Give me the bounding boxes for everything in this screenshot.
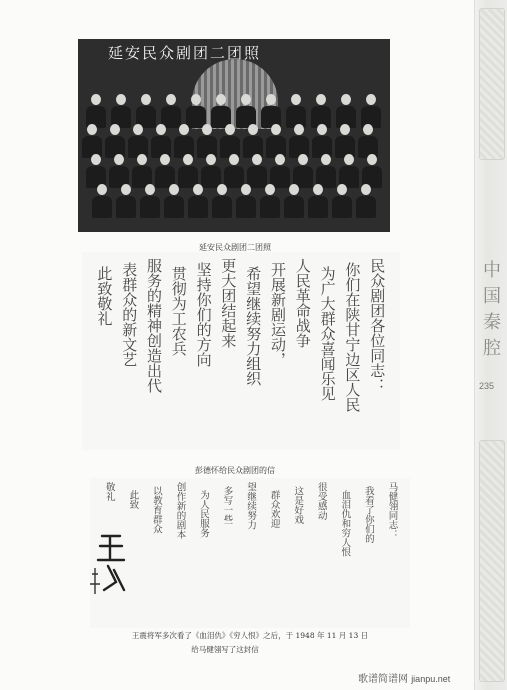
- photo-handwritten-title: 延安民众剧团二团照: [108, 44, 262, 62]
- letter-column: 马健翎同志：: [386, 482, 398, 539]
- letter-column: 服务的精神创造出代: [145, 258, 163, 393]
- group-photo: [78, 39, 390, 232]
- letter-column: 你们在陕甘宁边区人民: [343, 262, 362, 412]
- photo-person: [164, 184, 184, 218]
- photo-crowd: [78, 94, 390, 232]
- photo-person: [140, 184, 160, 218]
- letter-column: 很受感动: [315, 482, 327, 520]
- letter-column: 这是好戏: [292, 486, 304, 524]
- photo-person: [293, 154, 313, 188]
- photo-person: [289, 124, 309, 158]
- photo-person: [362, 154, 382, 188]
- photo-person: [212, 184, 232, 218]
- letter-column: 望继续努力: [245, 482, 257, 530]
- photo-person: [201, 154, 221, 188]
- signature-wang-zhen: [90, 530, 130, 598]
- photo-person: [335, 124, 355, 158]
- photo-caption: 延安民众剧团二团照: [199, 243, 271, 252]
- photo-person: [92, 184, 112, 218]
- photo-person: [186, 94, 206, 128]
- photo-person: [311, 94, 331, 128]
- letter-column: 群众欢迎: [268, 490, 280, 528]
- letter-column: 更大团结起来: [219, 258, 238, 348]
- photo-person: [236, 184, 256, 218]
- letter2-caption-line1: 王震将军多次看了《血泪仇》《穷人恨》之后，于 1948 年 11 月 13 日: [131, 631, 369, 640]
- photo-person: [161, 94, 181, 128]
- letter-column: 以教育群众: [150, 486, 162, 534]
- page-number: 235: [479, 381, 495, 391]
- letter-column: 贯彻为工农兵: [169, 266, 188, 356]
- letter-column: 多写一些: [221, 486, 233, 524]
- photo-person: [197, 124, 217, 158]
- photo-person: [236, 94, 256, 128]
- letter-column: 敬礼: [103, 482, 115, 501]
- photo-person: [178, 154, 198, 188]
- photo-person: [247, 154, 267, 188]
- section-title-char: 国: [483, 286, 501, 307]
- letter-column: 此致敬礼: [95, 266, 114, 326]
- photo-person: [116, 184, 136, 218]
- photo-person: [174, 124, 194, 158]
- letter2-caption-line2: 给马健翎写了这封信: [191, 645, 259, 654]
- photo-person: [308, 184, 328, 218]
- letter-column: 民众剧团各位同志：: [368, 258, 387, 393]
- watermark-site-url: jianpu.net: [411, 674, 451, 684]
- photo-person: [128, 124, 148, 158]
- letter-column: 此致: [127, 490, 139, 509]
- photo-person: [211, 94, 231, 128]
- photo-person: [82, 124, 102, 158]
- section-title-char: 腔: [483, 338, 501, 359]
- photo-person: [284, 184, 304, 218]
- photo-person: [86, 94, 106, 128]
- photo-person: [312, 124, 332, 158]
- photo-person: [356, 184, 376, 218]
- photo-person: [339, 154, 359, 188]
- photo-person: [220, 124, 240, 158]
- photo-person: [224, 154, 244, 188]
- section-title-char: 秦: [483, 312, 501, 333]
- photo-person: [270, 154, 290, 188]
- letter-column: 开展新剧运动，: [269, 262, 287, 367]
- photo-person: [109, 154, 129, 188]
- photo-person: [261, 94, 281, 128]
- letter-column: 为人民服务: [198, 490, 209, 538]
- letter-column: 为广大群众喜闻乐见: [318, 266, 337, 401]
- letter-column: 我看了你们的: [362, 486, 374, 543]
- watermark-site-name: 歌谱简谱网: [358, 674, 408, 685]
- photo-person: [86, 154, 106, 188]
- letter-wang-zhen: [90, 478, 410, 628]
- photo-person: [266, 124, 286, 158]
- decorative-pattern: [479, 440, 505, 682]
- letter1-caption: 彭德怀给民众剧团的信: [195, 466, 275, 475]
- photo-person: [132, 154, 152, 188]
- section-title-vertical: [477, 258, 507, 362]
- letter-column: 坚持你们的方向: [194, 262, 213, 367]
- photo-person: [286, 94, 306, 128]
- letter-peng-dehuai: [82, 252, 400, 450]
- photo-person: [358, 124, 378, 158]
- photo-person: [105, 124, 125, 158]
- photo-person: [151, 124, 171, 158]
- photo-person: [188, 184, 208, 218]
- photo-person: [332, 184, 352, 218]
- photo-person: [336, 94, 356, 128]
- letter-column: 希望继续努力组织: [244, 266, 263, 386]
- letter-column: 创作新的剧本: [174, 482, 186, 539]
- section-title-char: 中: [483, 260, 501, 281]
- letter-column: 表群众的新文艺: [120, 262, 139, 367]
- photo-person: [111, 94, 131, 128]
- letter-column: 人民革命战争: [293, 258, 312, 348]
- photo-person: [136, 94, 156, 128]
- photo-person: [155, 154, 175, 188]
- photo-person: [260, 184, 280, 218]
- photo-person: [316, 154, 336, 188]
- letter-column: 血泪仇和穷人恨: [339, 490, 351, 557]
- photo-person: [243, 124, 263, 158]
- site-watermark: [358, 670, 450, 685]
- decorative-pattern: [479, 8, 505, 160]
- photo-person: [361, 94, 381, 128]
